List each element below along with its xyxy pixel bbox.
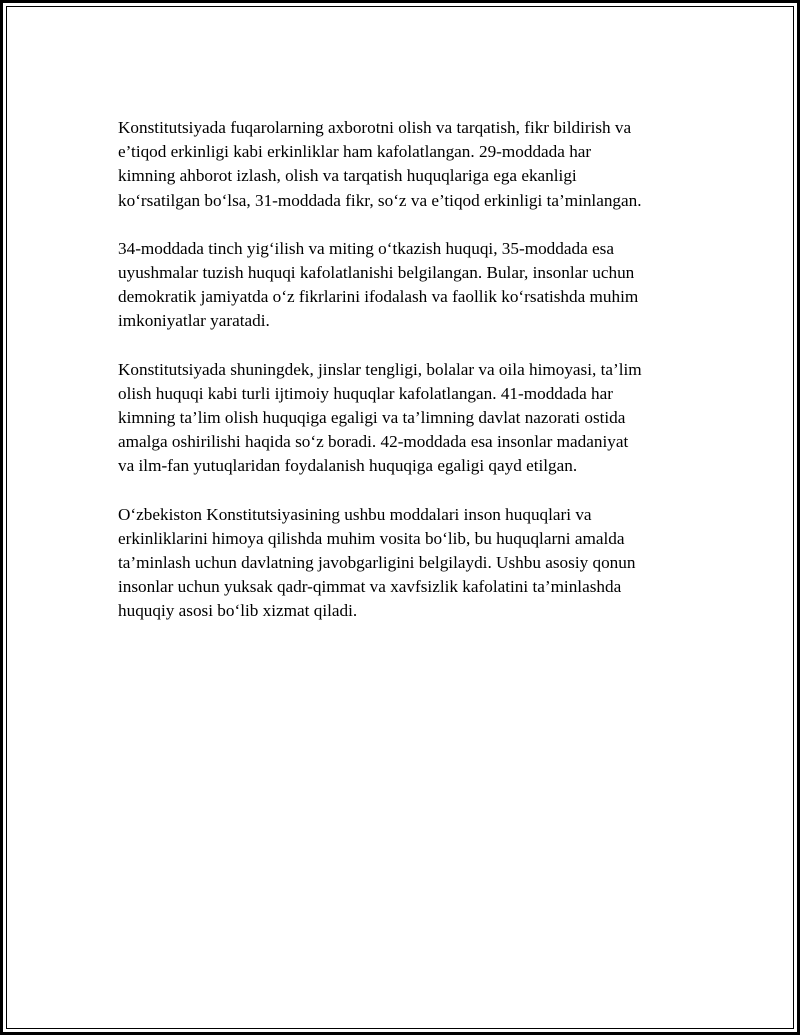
text-line: erkinliklarini himoya qilishda muhim vosita bo‘lib, bu huquqlarni amalda [118,528,625,548]
paragraph-1 [118,116,690,213]
text-line: 34-moddada tinch yig‘ilish va miting o‘tkazish huquqi, 35-moddada esa [118,238,614,258]
text-line: kimning ahborot izlash, olish va tarqatish huquqlariga ega ekanligi [118,166,577,186]
text-line: uyushmalar tuzish huquqi kafolatlanishi belgilangan. Bular, insonlar uchun [118,263,635,283]
paragraph-3 [118,358,690,479]
text-line: ko‘rsatilgan bo‘lsa, 31-moddada fikr, so‘z va e’tiqod erkinligi ta’minlangan. [118,190,642,210]
text-line: e’tiqod erkinligi kabi erkinliklar ham kafolatlangan. 29-moddada har [118,142,592,162]
document-body [118,116,690,648]
text-line: olish huquqi kabi turli ijtimoiy huquqlar kafolatlangan. 41-moddada har [118,383,613,403]
text-line: Konstitutsiyada fuqarolarning axborotni olish va tarqatish, fikr bildirish va [118,118,632,137]
text-line: kimning ta’lim olish huquqiga egaligi va ta’limning davlat nazorati ostida [118,408,626,428]
paragraph-2 [118,237,690,334]
text-line: insonlar uchun yuksak qadr-qimmat va xavfsizlik kafolatini ta’minlashda [118,577,622,597]
text-line: ta’minlash uchun davlatning javobgarligini belgilaydi. Ushbu asosiy qonun [118,553,636,573]
paragraph-4 [118,503,690,624]
text-line: Konstitutsiyada shuningdek, jinslar tengligi, bolalar va oila himoyasi, ta’lim [118,359,642,379]
text-line: huquqiy asosi bo‘lib xizmat qiladi. [118,601,358,621]
text-line: O‘zbekiston Konstitutsiyasining ushbu moddalari inson huquqlari va [118,504,592,524]
text-line: va ilm-fan yutuqlaridan foydalanish huquqiga egaligi qayd etilgan. [118,456,578,476]
text-line: amalga oshirilishi haqida so‘z boradi. 42-moddada esa insonlar madaniyat [118,432,629,452]
text-line: imkoniyatlar yaratadi. [118,311,270,331]
text-line: demokratik jamiyatda o‘z fikrlarini ifodalash va faollik ko‘rsatishda muhim [118,287,639,307]
